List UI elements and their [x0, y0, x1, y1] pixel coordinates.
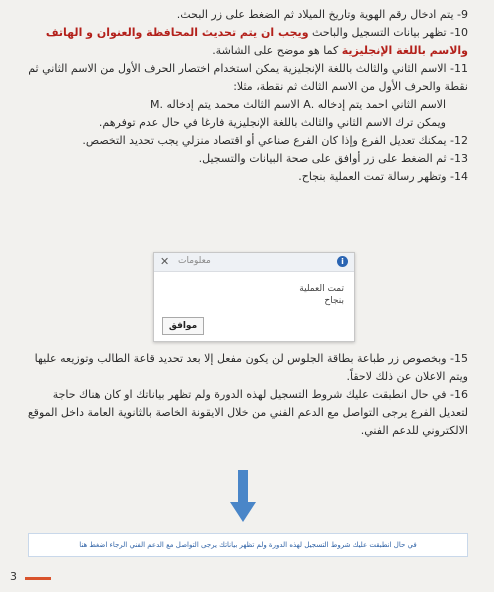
- dialog-header: [154, 253, 354, 272]
- step-13: 13- ثم الضغط على زر أوافق على صحة البيانات والتسجيل.: [198, 152, 468, 165]
- instructions-bottom: [22, 350, 468, 440]
- info-icon: i: [337, 256, 348, 267]
- step-10: [22, 24, 468, 60]
- step-14: 14- وتظهر رسالة تمت العملية بنجاح.: [298, 170, 468, 183]
- support-link-banner[interactable]: في حال انطبقت عليك شروط التسجيل لهذه الدورة ولم تظهر بياناتك يرجى التواصل مع الدعم الفني الرجاء اضغط هنا: [28, 533, 468, 557]
- step-11-example: الاسم الثاني احمد يتم إدخاله .A الاسم الثالث محمد يتم إدخاله .M: [150, 98, 446, 111]
- step-10-text: 10- تظهر بيانات التسجيل والباحث: [308, 26, 468, 39]
- down-arrow-icon: [230, 470, 256, 522]
- page-number: 3: [10, 570, 17, 583]
- instructions-top: [22, 6, 468, 186]
- ok-button[interactable]: موافق: [162, 317, 204, 335]
- step-10-highlight: ويجب ان يتم تحديث المحافظة والعنوان و الهاتف والاسم باللغة الإنجليزية: [45, 26, 468, 57]
- step-10-after: كما هو موضح على الشاشة.: [212, 44, 342, 57]
- dialog-title: معلومات: [178, 256, 211, 266]
- step-16: 16- في حال انطبقت عليك شروط التسجيل لهذه الدورة ولم تظهر بياناتك او كان هناك حاجة لتعديل الفرع يرجى التواصل مع الدعم الفني من خلال الايقونة الخاصة بالثانوية العامة داخل الموقع الالكتروني للدعم الفني.: [27, 388, 468, 437]
- step-15: 15- وبخصوص زر طباعة بطاقة الجلوس لن يكون مفعل إلا بعد تحديد قاعة الطالب وتوزيعه عليها ويتم الاعلان عن ذلك لاحقاً.: [34, 352, 468, 383]
- dialog-message-line-2: بنجاح: [324, 296, 344, 306]
- close-icon[interactable]: ✕: [160, 255, 170, 268]
- page-number-underline: [25, 577, 51, 580]
- step-9: 9- يتم ادخال رقم الهوية وتاريخ الميلاد ثم الضغط على زر البحث.: [176, 8, 468, 21]
- dialog-message: [224, 283, 344, 307]
- step-11: 11- الاسم الثاني والثالث باللغة الإنجليزية يمكن استخدام اختصار الحرف الأول من الاسم الثاني ثم نقطة والحرف الأول من الاسم الثالث ثم نقطة، مثلا:: [28, 62, 468, 93]
- step-11-note: ويمكن ترك الاسم الثاني والثالث باللغة الإنجليزية فارغا في حال عدم توفرهم.: [98, 116, 446, 129]
- success-dialog-screenshot: [153, 252, 355, 342]
- step-12: 12- يمكنك تعديل الفرع وإذا كان الفرع صناعي أو اقتصاد منزلي يجب تحديد التخصص.: [82, 134, 468, 147]
- dialog-message-line-1: تمت العملية: [299, 284, 344, 294]
